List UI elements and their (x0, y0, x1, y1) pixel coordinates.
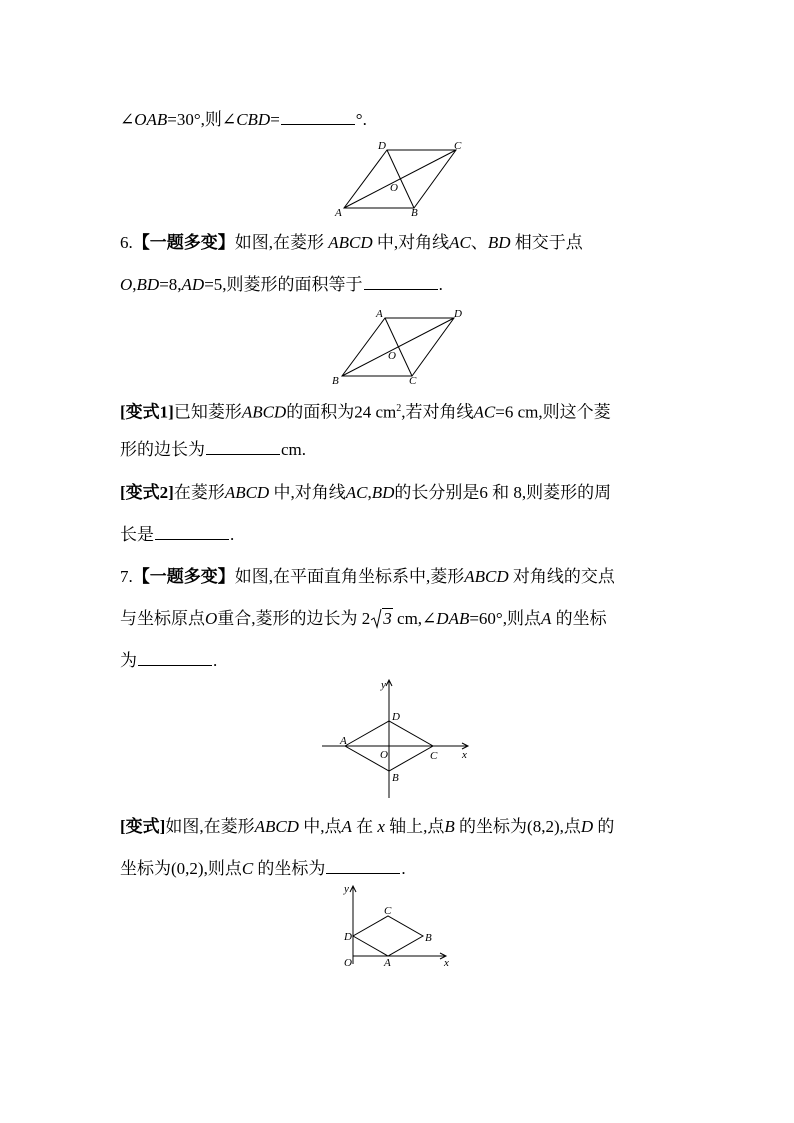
q7-text-a: 如图,在平面直角坐标系中,菱形 (234, 567, 465, 586)
v3-text-l: 坐标为(0,2),则点 (120, 859, 242, 878)
answer-blank[interactable] (364, 275, 438, 290)
label-b: B (411, 207, 418, 219)
angle-cbd: CBD (236, 110, 271, 129)
v3-text-a: 如图,在菱形 (165, 817, 255, 836)
v1-text-f: =6 cm,则这个菱 (495, 402, 611, 422)
q5-equals: = (270, 110, 280, 129)
var-ac: AC (473, 402, 496, 422)
v2-end: . (230, 525, 235, 544)
q7-text-i: 为 (120, 651, 137, 670)
label-a: A (340, 735, 347, 747)
v3-text-e: 在 (356, 817, 374, 836)
coordinate-rhombus-figure (318, 676, 478, 802)
q5-answer-line (120, 110, 367, 130)
variant1-line1 (120, 399, 611, 423)
variant2-line2 (120, 525, 234, 545)
variant3-line2 (120, 859, 406, 879)
q7-text-f: cm,∠ (392, 609, 437, 628)
q6-end: . (438, 275, 443, 294)
v2-text-c: 中,对角线 (273, 483, 346, 502)
v2-text-h: 长是 (120, 525, 154, 544)
q7-line3 (120, 651, 217, 671)
var-bd-2: BD (136, 275, 160, 294)
v2-text-g: 的长分别是6 和 8,则菱形的周 (394, 483, 612, 502)
v3-text-c: 中,点 (303, 817, 342, 836)
variant2-line1 (120, 483, 611, 503)
v2-text-a: 在菱形 (173, 483, 225, 502)
question-tag: 【一题多变】 (132, 567, 235, 586)
superscript: 2 (396, 403, 402, 414)
q7-line1 (120, 567, 615, 587)
answer-blank[interactable] (206, 440, 280, 455)
label-o: O (390, 182, 398, 194)
v3-text-g: 轴上,点 (389, 817, 445, 836)
variant3-line1 (120, 817, 614, 837)
q7-text-g: =60°,则点 (469, 609, 541, 628)
question-number: 7. (120, 567, 133, 586)
rhombus-figure-2 (326, 306, 466, 388)
radicand: 3 (383, 609, 392, 628)
rhombus-figure-1 (328, 138, 468, 220)
q7-text-e: 重合,菱形的边长为 2 (217, 609, 371, 628)
var-bd: BD (487, 233, 511, 252)
answer-blank[interactable] (155, 525, 229, 540)
var-c: C (241, 859, 254, 878)
label-d: D (378, 140, 386, 152)
v1-text-c: 的面积为24 cm (286, 402, 397, 422)
v3-text-i: 的坐标为(8,2),点 (459, 817, 581, 836)
var-abcd: ABCD (328, 233, 373, 252)
var-ac: AC (345, 483, 368, 502)
coordinate-rhombus-figure-2 (334, 880, 458, 972)
label-b: B (425, 932, 432, 944)
label-o: O (344, 957, 352, 969)
var-x: x (377, 817, 385, 836)
v3-end: . (401, 859, 406, 878)
q6-bd-value: =8, (159, 275, 182, 294)
q7-text-h: 的坐标 (555, 609, 607, 628)
var-ac: AC (449, 233, 471, 252)
question-number: 6. (120, 233, 133, 252)
label-o: O (388, 350, 396, 362)
angle-dab: DAB (436, 609, 470, 628)
q5-text: =30°,则∠ (167, 110, 237, 129)
answer-blank[interactable] (326, 859, 400, 874)
var-bd: BD (371, 483, 395, 502)
q6-text-e: 、 (470, 233, 488, 252)
label-d: D (344, 931, 352, 943)
label-c: C (384, 905, 392, 917)
variant1-line2 (120, 440, 306, 460)
v2-comma: , (367, 483, 372, 502)
label-x-axis: x (444, 957, 449, 969)
v1-text-a: 已知菱形 (173, 402, 242, 422)
label-a: A (335, 207, 342, 219)
sqrt-expression (370, 609, 393, 629)
answer-blank[interactable] (138, 651, 212, 666)
q6-line2 (120, 275, 443, 295)
v3-text-m: 的坐标为 (257, 859, 326, 878)
label-c: C (454, 140, 462, 152)
label-a: A (384, 957, 391, 969)
var-abcd: ABCD (241, 402, 287, 422)
var-o: O (120, 275, 133, 294)
q7-end: . (213, 651, 218, 670)
v3-text-k: 的 (597, 817, 615, 836)
answer-blank[interactable] (281, 110, 355, 125)
label-x-axis: x (462, 749, 467, 761)
variant-tag: [变式2] (120, 483, 174, 502)
label-d: D (392, 711, 400, 723)
v1-text-d: ,若对角线 (401, 402, 474, 422)
q7-line2 (120, 609, 607, 629)
variant-tag: [变式1] (120, 402, 174, 422)
label-b: B (392, 772, 399, 784)
angle-symbol: ∠ (120, 110, 135, 129)
label-y-axis: y (381, 679, 386, 691)
label-d: D (454, 308, 462, 320)
var-o: O (205, 609, 218, 628)
label-o: O (380, 749, 388, 761)
q6-text-c: 中,对角线 (376, 233, 450, 252)
angle-oab: OAB (134, 110, 168, 129)
q6-text-g: 相交于点 (514, 233, 583, 252)
radical-sign-icon (370, 607, 382, 629)
label-y-axis: y (344, 883, 349, 895)
q6-text-a: 如图,在菱形 (234, 233, 324, 252)
var-abcd: ABCD (254, 817, 299, 836)
question-tag: 【一题多变】 (132, 233, 235, 252)
var-b: B (444, 817, 455, 836)
q6-line1 (120, 233, 583, 253)
label-a: A (376, 308, 383, 320)
var-abcd: ABCD (224, 483, 270, 502)
q5-end: °. (355, 110, 367, 129)
q6-comma: , (132, 275, 137, 294)
q6-text-f: =5,则菱形的面积等于 (204, 275, 363, 294)
q7-text-d: 与坐标原点 (120, 609, 205, 628)
v1-unit: cm. (281, 440, 307, 459)
var-ad: AD (181, 275, 205, 294)
label-c: C (409, 375, 417, 387)
var-abcd: ABCD (464, 567, 509, 586)
var-a: A (341, 817, 352, 836)
label-b: B (332, 375, 339, 387)
v1-text-g: 形的边长为 (120, 440, 205, 459)
var-d: D (580, 817, 594, 836)
variant-tag: [变式] (120, 817, 166, 836)
label-c: C (430, 750, 438, 762)
var-a: A (540, 609, 552, 628)
q7-text-c: 对角线的交点 (512, 567, 615, 586)
